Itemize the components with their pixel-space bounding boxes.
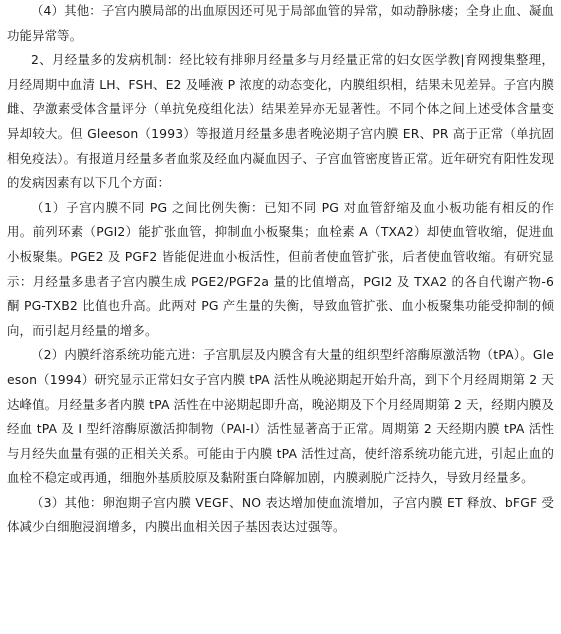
paragraph-other-factors: （3）其他：卵泡期子宫内膜 VEGF、NO 表达增加使血流增加，子宫内膜 ET 释放、bFGF 受体减少白细胞浸润增多，内膜出血相关因子基因表达过强等。: [7, 494, 554, 535]
paragraph-pg-imbalance: （1）子宫内膜不同 PG 之间比例失衡：已知不同 PG 对血管舒缩及血小板功能有相反的作用。前列环素（PGI2）能扩张血管，抑制血小板聚集；血栓素 A（TXA2）却使血管收缩，促进血小板聚集。PGE2 及 PGF2 皆能促进血小板活性，但前者使血管扩张，后者使血管收缩。有研究显示：月经量多患者子宫内膜生成 PGE2/PGF2a 量的比值增高，PGI2 及 TXA2 的各自代谢产物-6 酮 PG-TXB2 比值也升高。此两对 PG 产生量的失衡，导致血管扩张、血小板聚集功能受抑制的倾向，而引起月经量的增多。: [7, 199, 554, 338]
paragraph-mechanism: 2、月经量多的发病机制：经比较有排卵月经量多与月经量正常的妇女医学教|育网搜集整理，月经周期中血清 LH、FSH、E2 及唾液 P 浓度的动态变化，内膜组织相，结果未见差异。子宫内膜雌、孕激素受体含量评分（单抗免疫组化法）结果差异亦无显著性。不同个体之间上述受体含量变异却较大。但 Gleeson（1993）等报道月经量多患者晚泌期子宫内膜 ER、PR 高于正常（单抗固相免疫法）。有报道月经量多者血浆及经血内凝血因子、子宫血管密度皆正常。近年研究有阳性发现的发病因素有以下几个方面：: [7, 52, 554, 191]
paragraph-fibrinolysis: （2）内膜纤溶系统功能亢进：子宫肌层及内膜含有大量的组织型纤溶酶原激活物（tPA）。Gleeson（1994）研究显示正常妇女子宫内膜 tPA 活性从晚泌期起开始升高，到下个月经周期第 2 天达峰值。月经量多者内膜 tPA 活性在中泌期起即升高，晚泌期及下个月经周期第 2 天，经期内膜及经血 tPA 及 I 型纤溶酶原激活抑制物（PAI-I）活性显著高于正常。周期第 2 天经期内膜 tPA 活性与月经失血量有强的正相关关系。可能由于内膜 tPA 活性过高，使纤溶系统功能亢进，引起止血的血栓不稳定或再通，细胞外基质胶原及黏附蛋白降解加剧，内膜剥脱广泛持久，导致月经量多。: [7, 347, 554, 486]
paragraph-other-causes: （4）其他：子宫内膜局部的出血原因还可见于局部血管的异常，如动静脉瘘；全身止血、凝血功能异常等。: [7, 3, 554, 43]
